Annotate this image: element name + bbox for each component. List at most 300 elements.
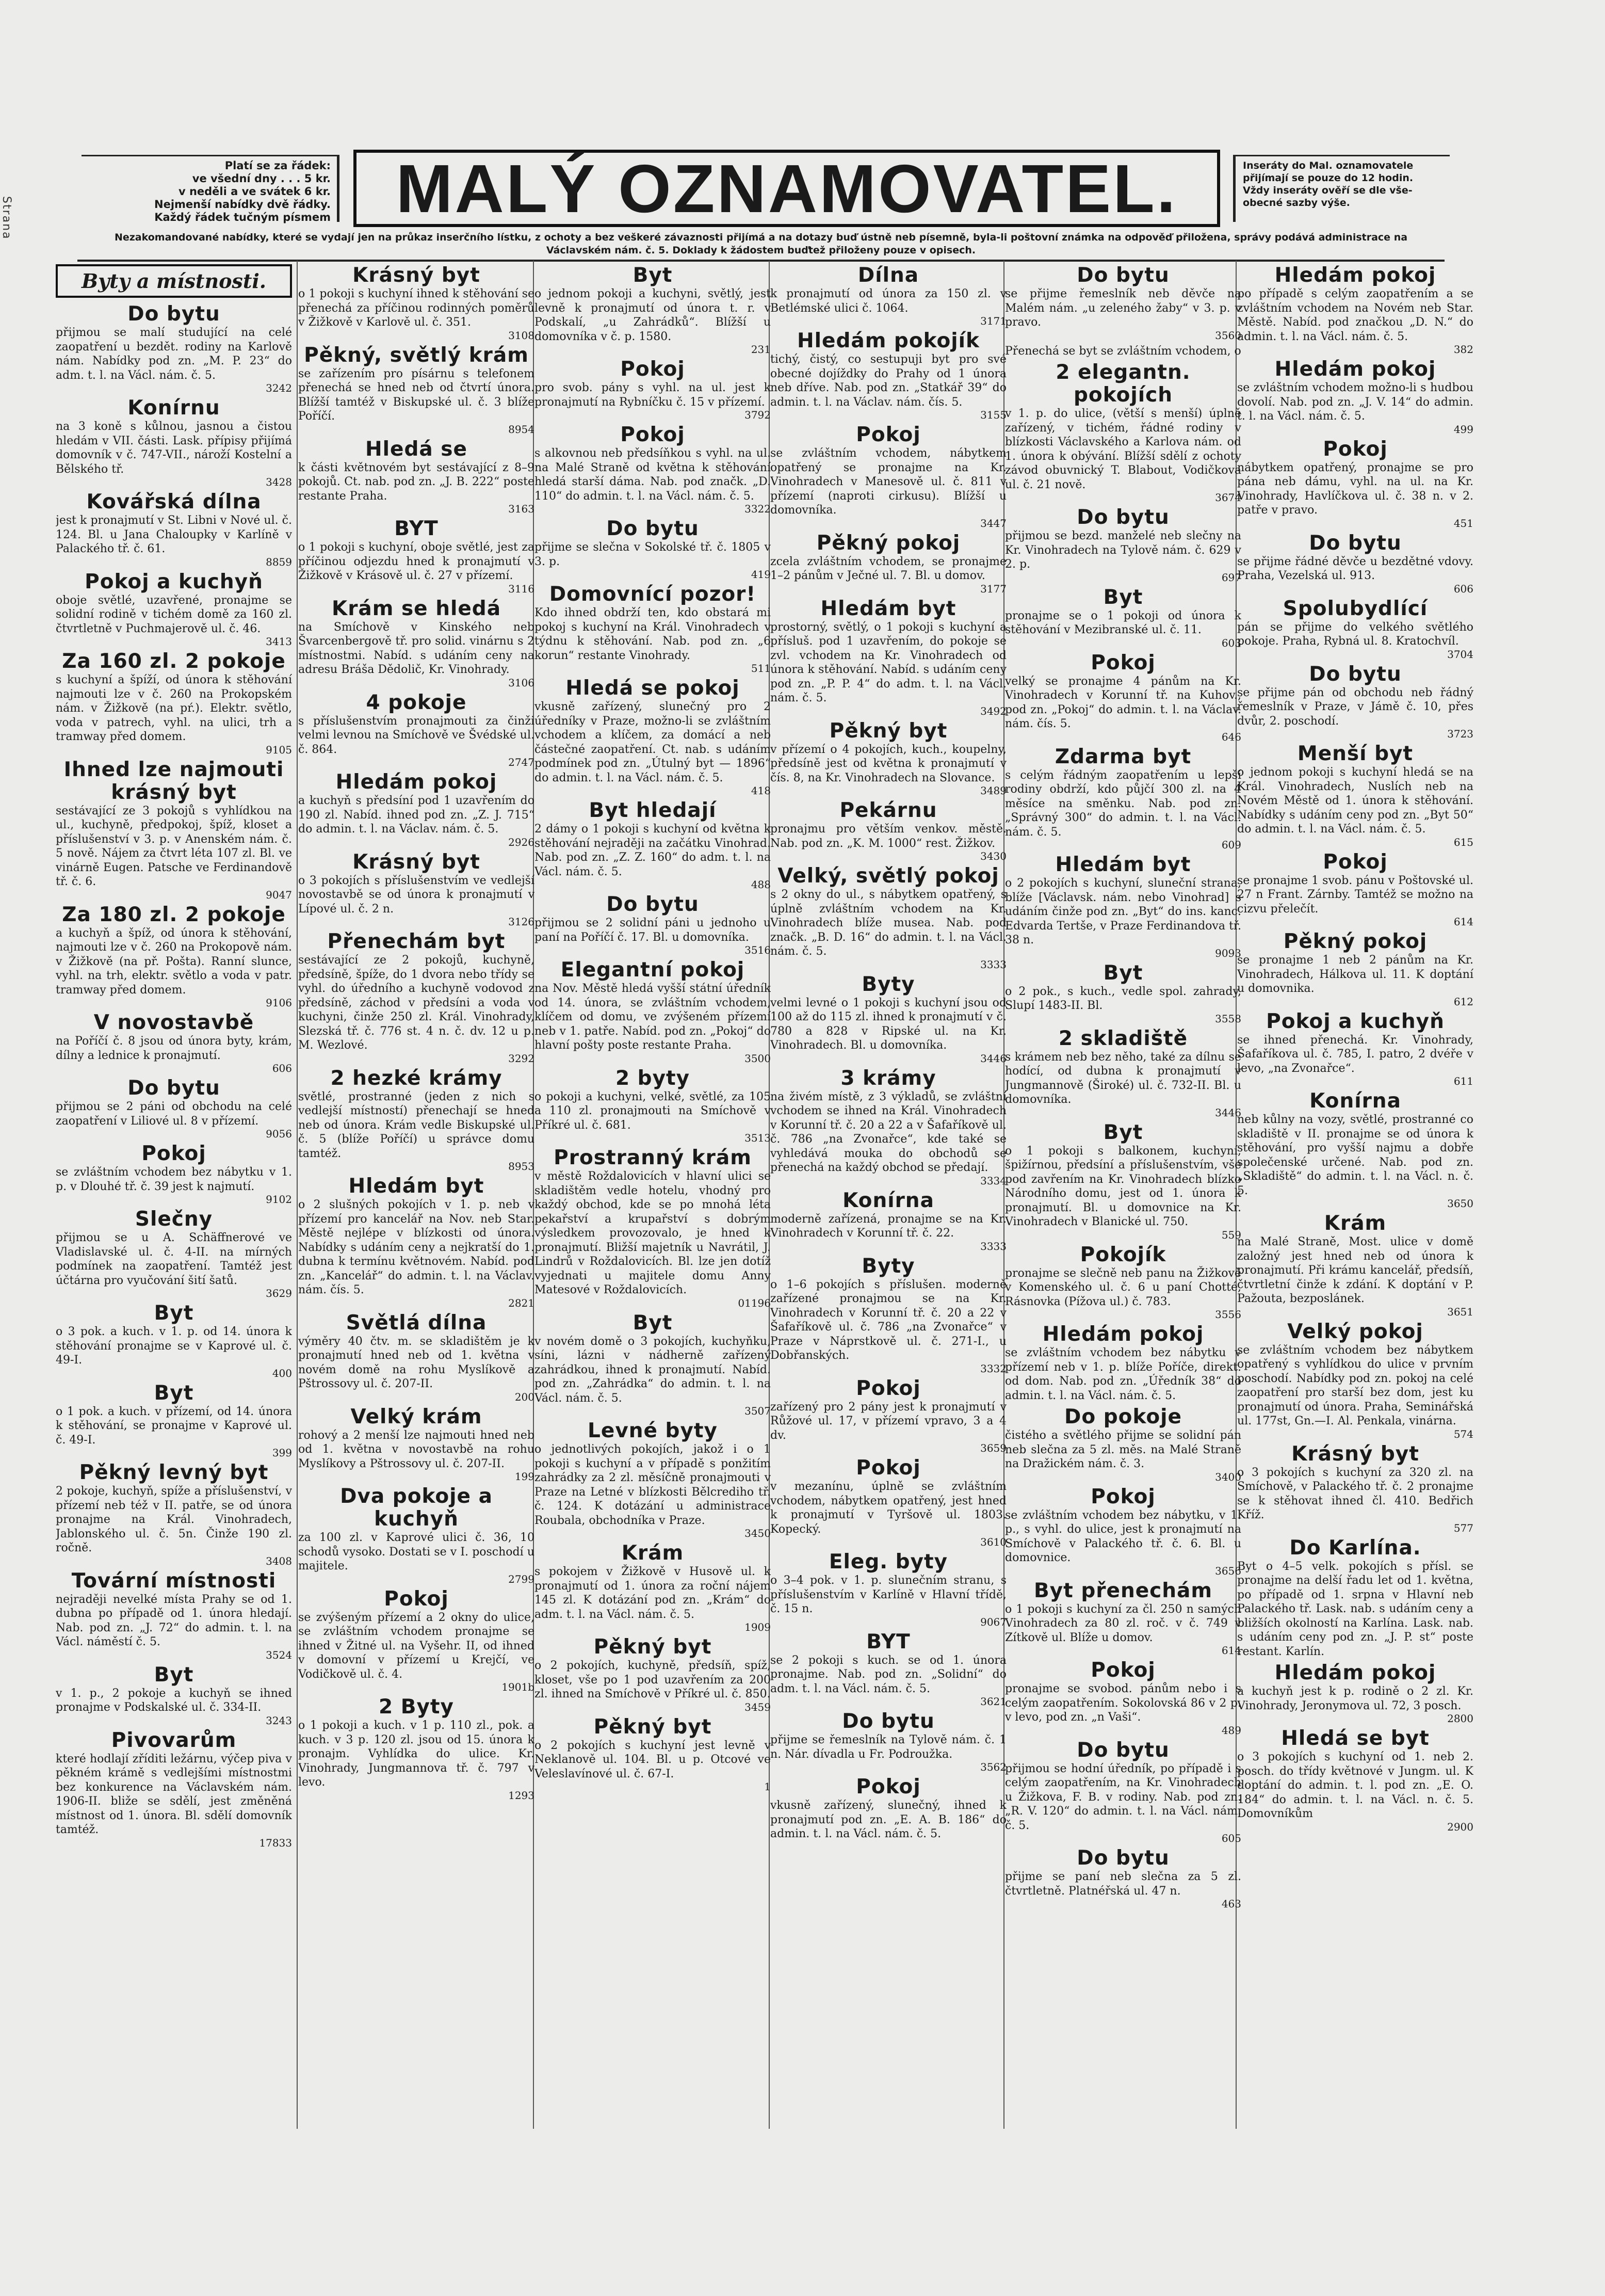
classified-ad bbox=[1005, 506, 1241, 583]
ad-code: 3459 bbox=[744, 1700, 771, 1713]
classified-ad bbox=[298, 771, 534, 848]
classified-ad bbox=[770, 1776, 1007, 1841]
ad-heading: Pěkný byt bbox=[593, 1715, 712, 1739]
ad-heading: Pěkný byt bbox=[829, 719, 948, 743]
ad-text bbox=[534, 1090, 771, 1144]
ad-body: v mezanínu, úplně se zvláštním vchodem, nábytkem opatřený, jest hned k pronajmutí v Tyršově ul. 1803. Kopecký. bbox=[770, 1480, 1007, 1536]
ad-text bbox=[56, 1687, 292, 1726]
ad-heading: Pokoj bbox=[141, 1142, 206, 1165]
ad-heading: Velký, světlý pokoj bbox=[777, 864, 999, 888]
ad-heading: Pokoj bbox=[1091, 1485, 1156, 1508]
top-rule bbox=[77, 260, 1445, 262]
ad-code: 3489 bbox=[980, 784, 1007, 797]
classified-ad bbox=[56, 1077, 292, 1139]
ad-text bbox=[770, 1799, 1007, 1841]
ad-body: výměry 40 čtv. m. se skladištěm je k pronajmutí hned neb od 1. května v novém domě na rohu Myslíkově a Pštrossovy ul. č. 207-II. bbox=[298, 1335, 534, 1390]
ad-text bbox=[534, 287, 771, 355]
ad-body: o 1 pokoji s kuchyní ihned k stěhování se přenechá za příčinou rodinných poměrů v Žižkově v Karlově ul. č. 351. bbox=[298, 287, 534, 329]
classified-ad bbox=[56, 904, 292, 1009]
ad-text bbox=[298, 620, 534, 688]
ad-code: 697 bbox=[1221, 571, 1241, 584]
ad-code: 3106 bbox=[508, 676, 534, 689]
classified-ad bbox=[298, 851, 534, 928]
classified-ad bbox=[56, 571, 292, 648]
ad-body: se zvláštním vchodem bez nábytku v 1. p. v Dlouhé tř. č. 39 jest k najmutí. bbox=[56, 1166, 292, 1193]
ad-text bbox=[534, 446, 771, 515]
ad-heading: Do bytu bbox=[1077, 506, 1170, 529]
classified-ad bbox=[1237, 438, 1473, 529]
ad-body: v 1. p., 2 pokoje a kuchyň se ihned pronajme v Podskalské ul. č. 334-II. bbox=[56, 1687, 292, 1714]
classified-ad bbox=[1005, 746, 1241, 851]
ad-heading: Byt bbox=[154, 1302, 194, 1325]
ad-heading: Pěkný levný byt bbox=[79, 1461, 269, 1484]
ad-heading: 4 pokoje bbox=[366, 691, 467, 714]
classified-ad bbox=[1005, 361, 1241, 503]
classified-ad bbox=[1237, 264, 1473, 355]
ad-text bbox=[1005, 1428, 1241, 1483]
ad-column-3 bbox=[534, 264, 771, 2132]
ad-heading: Byt bbox=[633, 1311, 673, 1335]
ad-body: se přijme řádné děvče u bezdětné vdovy. Praha, Vezelská ul. 913. bbox=[1237, 555, 1473, 582]
ad-body: pronajme se o 1 pokoji od února k stěhování v Mezibranské ul. č. 11. bbox=[1005, 609, 1241, 636]
ad-body: vkusně zařízený, slunečný pro 2 úředníky v Praze, možno-li se zvláštním vchodem a klíčem, za domácí a neb částečné zaopatření. Ct. nab. s udáním podmínek pod zn. „Útulný byt — 1896“ do admin. t. l. na Václ. nám. č. 5. bbox=[534, 700, 771, 784]
ad-text bbox=[534, 1335, 771, 1417]
ad-code: 2821 bbox=[508, 1296, 534, 1309]
classified-ad bbox=[534, 424, 771, 515]
ad-text bbox=[1237, 874, 1473, 928]
classified-ad bbox=[1005, 586, 1241, 649]
ad-heading: Ihned lze najmouti krásný byt bbox=[63, 758, 284, 804]
classified-ad bbox=[534, 677, 771, 796]
ad-code: 418 bbox=[751, 784, 771, 797]
classified-ad bbox=[1005, 1027, 1241, 1118]
ad-text bbox=[298, 714, 534, 768]
ad-text bbox=[298, 461, 534, 515]
ad-body: prostorný, světlý, o 1 pokoji s kuchyní a přísluš. pod 1 uzavřením, do pokoje se zvl. vchodem na Kr. Vinohradech od února k stěhování. Nabíd. s udáním ceny pod zn. „P. P. 4“ do adm. t. l. na Václ. nám. č. 5. bbox=[770, 620, 1007, 704]
ad-code: 1 bbox=[764, 1780, 771, 1793]
classified-ad bbox=[56, 1011, 292, 1074]
ad-heading: Hledám pokojík bbox=[797, 329, 980, 352]
ad-text bbox=[534, 1739, 771, 1793]
ad-code: 488 bbox=[751, 878, 771, 891]
classified-ad bbox=[534, 1067, 771, 1144]
ad-code: 611 bbox=[1453, 1075, 1473, 1087]
ad-heading: Do bytu bbox=[127, 302, 220, 326]
ad-text bbox=[1237, 555, 1473, 595]
ad-heading: Spolubydlící bbox=[1283, 597, 1428, 620]
ad-text bbox=[770, 555, 1007, 595]
ad-code: 8859 bbox=[266, 555, 292, 568]
ad-body: Kdo ihned obdrží ten, kdo obstará mi pokoj s kuchyní na Král. Vinohradech v týdnu k stěhování. Nab. pod zn. „6 korun“ restante Vinohrady. bbox=[534, 606, 771, 662]
ad-body: s alkovnou neb předsíňkou s vyhl. na ul. na Malé Straně od května k stěhování hledá starší dáma. Nab. pod značk. „D. 110“ do admin. t. l. na Václ. nám. č. 5. bbox=[534, 447, 771, 503]
ad-heading: Krám se hledá bbox=[331, 597, 501, 620]
ad-text bbox=[1237, 620, 1473, 660]
ad-body: se 2 pokoji s kuch. se od 1. února pronajme. Nab. pod zn. „Solidní“ do adm. t. l. na Václ. nám. č. 5. bbox=[770, 1653, 1007, 1695]
ad-body: a kuchyň jest k p. rodině o 2 zl. Kr. Vinohrady, Jeronymova ul. 72, 3 posch. bbox=[1237, 1685, 1473, 1712]
ad-code: 3177 bbox=[980, 582, 1007, 595]
ad-body: pán se přijme do velkého světlého pokoje. Praha, Rybná ul. 8. Kratochvíl. bbox=[1237, 620, 1473, 648]
ad-text bbox=[770, 287, 1007, 327]
ad-body: neb kůlny na vozy, světlé, prostranné co skladiště v II. pronajme se od února k stěhování, pro vyšší najmu a dobře společenské určené. Nab. pod zn. „Skladiště“ do admin. t. l. na Václ. n. č. 5. bbox=[1237, 1113, 1473, 1197]
classified-ad bbox=[1237, 1443, 1473, 1534]
ad-heading: BYT bbox=[394, 517, 439, 540]
ad-body: na Poříčí č. 8 jsou od února byty, krám, dílny a lednice k pronajmutí. bbox=[56, 1035, 292, 1062]
ad-code: 3243 bbox=[266, 1714, 292, 1727]
ad-code: 3562 bbox=[980, 1761, 1007, 1773]
masthead bbox=[72, 150, 1439, 227]
ad-code: 3413 bbox=[266, 635, 292, 648]
ad-text bbox=[1005, 675, 1241, 743]
ad-body: na Malé Straně, Most. ulice v domě založný jest hned neb od února k pronajmutí. Při krámu kancelář, předsíň, čtvrtletní činže k zdání. K doptání v P. Pažouta, bezposlánek. bbox=[1237, 1235, 1473, 1305]
ad-heading: Hledám pokoj bbox=[1274, 358, 1436, 381]
section-title: Byty a místnosti. bbox=[56, 264, 292, 298]
ad-code: 609 bbox=[1221, 839, 1241, 851]
ad-text bbox=[298, 953, 534, 1064]
ad-body: přijme se paní neb slečna za 5 zl. čtvrtletně. Platnéřská ul. 47 n. bbox=[1005, 1870, 1241, 1898]
ad-body: velmi levné o 1 pokoji s kuchyní jsou od 100 až do 115 zl. ihned k pronajmutí v č. 780 a 828 v Ripské ul. na Kr. Vinohradech. Bl. u domovníka. bbox=[770, 996, 1007, 1052]
classified-ad bbox=[534, 1147, 771, 1309]
ad-body: k části květnovém byt sestávající z 8–9 pokojů. Ct. nab. pod zn. „J. B. 222“ poste restante Praha. bbox=[298, 461, 534, 503]
classified-ad bbox=[770, 1551, 1007, 1628]
ad-heading: Dílna bbox=[857, 264, 919, 287]
classified-ad bbox=[56, 303, 292, 394]
ad-text bbox=[56, 1484, 292, 1567]
ad-code: 574 bbox=[1453, 1427, 1473, 1440]
ad-code: 9105 bbox=[266, 743, 292, 756]
ad-heading: Dva pokoje a kuchyň bbox=[340, 1485, 493, 1531]
ad-text bbox=[770, 1480, 1007, 1548]
ad-body: přijmou se bezd. manželé neb slečny na Kr. Vinohradech na Tylově nám. č. 629 v 2. p. bbox=[1005, 529, 1241, 571]
ad-heading: Do bytu bbox=[842, 1710, 935, 1733]
classified-ad bbox=[1005, 1580, 1241, 1657]
classified-ad bbox=[1005, 264, 1241, 341]
ad-text bbox=[298, 1428, 534, 1483]
ad-body: v městě Roždalovicích v hlavní ulici se skladištěm vedle hotelu, vhodný pro každý obchod, kde se po mnohá léta pekařství a krupařství s dobrým výsledkem provozovalo, je hned k pronajmutí. Bližší majetník u Navrátil, J. Lindrů v Roždalovicích. Bl. lze jen dotíž vyjednati u majitele domu Anny Matesové v Roždalovicích. bbox=[534, 1170, 771, 1296]
classified-ad bbox=[1237, 743, 1473, 848]
ad-heading: Za 180 zl. 2 pokoje bbox=[62, 903, 286, 926]
ad-heading: Pokoj bbox=[620, 358, 685, 381]
ad-code: 200 bbox=[514, 1390, 534, 1403]
ad-heading: Velký pokoj bbox=[1287, 1320, 1423, 1343]
ad-body: o pokoji a kuchyni, velké, světlé, za 105 a 110 zl. pronajmouti na Smíchově v Příkré ul. č. 681. bbox=[534, 1090, 771, 1132]
ad-body: se pronajme 1 svob. pánu v Poštovské ul. 27 n Frant. Zárnby. Tamtéž se možno na cizvu přelečít. bbox=[1237, 874, 1473, 916]
ad-code: 9056 bbox=[266, 1128, 292, 1140]
ad-body: o 1 pokoji s kuchyní za čl. 250 n samých Vinohradech za 80 zl. roč. v č. 749 v Zítkově ul. Blíže u domov. bbox=[1005, 1602, 1241, 1644]
ad-body: se zvláštním vchodem, nábytkem opatřený se pronajme na Kr. Vinohradech v Manesově ul. č. 811 v přízemí (naproti cirkusu). Blížší u domovníka. bbox=[770, 447, 1007, 517]
ad-heading: V novostavbě bbox=[93, 1011, 254, 1034]
ad-heading: BYT bbox=[866, 1630, 911, 1653]
ad-code: 1293 bbox=[508, 1789, 534, 1802]
ad-body: na 3 koně s kůlnou, jasnou a čistou hledám v VII. části. Lask. přípisy přijímá domovník v č. 747-VII., nároží Kostelní a Bělského tř. bbox=[56, 420, 292, 476]
classified-ad bbox=[298, 692, 534, 768]
classified-ad bbox=[1005, 1659, 1241, 1736]
classified-ad bbox=[770, 720, 1007, 797]
ad-text bbox=[770, 352, 1007, 421]
ad-heading: Pokojík bbox=[1080, 1243, 1166, 1266]
ad-heading: Levné byty bbox=[588, 1419, 718, 1442]
ad-text bbox=[298, 794, 534, 848]
ad-code: 9047 bbox=[266, 888, 292, 901]
classified-ad bbox=[534, 1542, 771, 1633]
ad-body: světlé, prostranné (jeden z nich s vedlejší místností) přenechají se hned neb od února. Krám vedle Biskupské ul. č. 5 (blíže Poříčí) u správce domu tamtéž. bbox=[298, 1090, 534, 1160]
ad-text bbox=[298, 1531, 534, 1585]
ad-body: o jednom pokoji a kuchyni, světlý, jest levně k pronajmutí od února t. r. v Podskalí, „u Zahrádků“. Blížší u domovníka v č. p. 1580. bbox=[534, 287, 771, 343]
classified-ad bbox=[1005, 1244, 1241, 1321]
ad-code: 559 bbox=[1221, 1228, 1241, 1241]
ad-heading: Přenechám byt bbox=[327, 930, 506, 953]
ad-text bbox=[770, 1400, 1007, 1454]
ad-heading: Do bytu bbox=[1077, 1847, 1170, 1870]
ad-text bbox=[298, 874, 534, 928]
ad-heading: Pěkný byt bbox=[593, 1635, 712, 1659]
ad-heading: Velký krám bbox=[350, 1405, 482, 1428]
ad-body: v 1. p. do ulice, (větší s menší) úplně zařízený, v tichém, řádné rodiny v blízkosti Václavského a Karlova nám. od 1. února k obývání. Blížší sdělí z ochoty závod obuvnický T. Blabout, Vodičkova ul. č. 21 nově. bbox=[1005, 407, 1241, 491]
classified-ad bbox=[770, 532, 1007, 595]
ad-code: 399 bbox=[272, 1447, 292, 1459]
ad-text bbox=[1005, 1870, 1241, 1909]
classified-ad bbox=[1237, 532, 1473, 595]
ad-code: 8954 bbox=[508, 423, 534, 436]
ad-text bbox=[1005, 1050, 1241, 1118]
ad-heading: Do bytu bbox=[127, 1077, 220, 1100]
ad-body: sestávající ze 2 pokojů, kuchyně, předsíně, špíže, do 1 dvora nebo třídy se vyhl. do úředního a kuchyně vodovod z předsíně, záchod v předsíni a voda v kuchyni, činže 250 zl. Král. Vinohrady, Slezská tř. č. 776 st. 4 n. č. dv. 12 u p. M. Wezlové. bbox=[298, 954, 534, 1052]
ad-body: se zvláštním vchodem bez nábytkem opatřený s vyhlídkou do ulice v prvním poschodí. Nabídky pod zn. pokoj na celé zaopatření pro starší bez dom, jest ku pronajmutí od února. Praha, Seminářská ul. 177st, Gn.—I. Al. Penkala, vinárna. bbox=[1237, 1343, 1473, 1427]
ad-heading: Pivovarům bbox=[111, 1728, 237, 1752]
ad-text bbox=[1005, 1508, 1241, 1577]
ad-heading: Do bytu bbox=[1077, 264, 1170, 287]
ad-text bbox=[770, 446, 1007, 529]
ad-code: 3116 bbox=[508, 582, 534, 595]
ad-text bbox=[534, 606, 771, 674]
page-title: MALÝ OZNAMOVATEL. bbox=[353, 150, 1220, 227]
ad-code: 3332 bbox=[980, 1362, 1007, 1375]
ad-text bbox=[1237, 461, 1473, 529]
ad-text bbox=[56, 1034, 292, 1074]
classified-ad bbox=[534, 959, 771, 1064]
classified-ad bbox=[298, 1175, 534, 1309]
ad-code: 199 bbox=[514, 1470, 534, 1483]
ad-heading: Za 160 zl. 2 pokoje bbox=[62, 650, 286, 673]
ad-text bbox=[56, 1593, 292, 1661]
ad-heading: Pokoj bbox=[856, 1376, 921, 1400]
classified-ad bbox=[1005, 344, 1241, 359]
ad-text bbox=[298, 367, 534, 435]
edge-text: Strana bbox=[0, 196, 13, 240]
ad-text bbox=[1237, 1466, 1473, 1534]
ad-heading: Pokoj bbox=[620, 423, 685, 446]
ad-code: 3428 bbox=[266, 476, 292, 488]
ad-text bbox=[1237, 1684, 1473, 1724]
ad-code: 3430 bbox=[980, 850, 1007, 862]
ad-code: 3621 bbox=[980, 1695, 1007, 1708]
classified-ad bbox=[1005, 1486, 1241, 1577]
ad-code: 3126 bbox=[508, 916, 534, 928]
ad-text bbox=[1237, 686, 1473, 740]
ad-body: přijmou se 2 páni od obchodu na celé zaopatření v Liliové ul. 8 v přízemí. bbox=[56, 1100, 292, 1128]
classified-ad bbox=[298, 1312, 534, 1403]
ad-code: 1901b bbox=[501, 1681, 534, 1693]
ad-heading: 2 skladiště bbox=[1058, 1026, 1188, 1050]
ad-code: 577 bbox=[1453, 1521, 1473, 1534]
classified-ad bbox=[1237, 1727, 1473, 1833]
ad-text bbox=[1005, 1762, 1241, 1844]
ad-text bbox=[534, 700, 771, 796]
ad-text bbox=[56, 1405, 292, 1459]
ad-heading: Hledá se bbox=[365, 437, 467, 461]
classified-ad bbox=[770, 799, 1007, 862]
ad-code: 3492 bbox=[980, 704, 1007, 717]
ad-text bbox=[1005, 529, 1241, 583]
ad-heading: Hledám byt bbox=[1055, 853, 1191, 876]
ad-heading: Hledá se pokoj bbox=[565, 677, 740, 700]
ad-text bbox=[770, 1090, 1007, 1186]
classified-ad bbox=[56, 1729, 292, 1849]
classified-ad bbox=[298, 1067, 534, 1173]
classified-ad bbox=[298, 344, 534, 435]
ad-column-2 bbox=[298, 264, 534, 2132]
ad-heading: Byt bbox=[1103, 961, 1143, 985]
ad-heading: Pokoj bbox=[856, 1775, 921, 1799]
ad-body: o 1 pok. a kuch. v přízemí, od 14. února k stěhování, se pronajme v Kaprové ul. č. 49-I. bbox=[56, 1405, 292, 1447]
ad-code: 3446 bbox=[1215, 1106, 1241, 1119]
ad-code: 3723 bbox=[1447, 728, 1473, 740]
classified-ad bbox=[534, 518, 771, 580]
ad-text bbox=[770, 1278, 1007, 1374]
ad-code: 3408 bbox=[266, 1554, 292, 1567]
ad-text bbox=[1237, 1033, 1473, 1087]
insert-line: obecné sazby výše. bbox=[1243, 197, 1350, 208]
ad-text bbox=[56, 1100, 292, 1139]
ad-body: o 2 pokojích s kuchyní, sluneční strana, blíže [Václavsk. nám. nebo Vinohrad] s udáním činže pod zn. „Byt“ do ins. kanc. Edvarda Tertše, v Praze Ferdinandova tř. 38 n. bbox=[1005, 877, 1241, 946]
ad-body: o 1 pokoji s balkonem, kuchyní, špižírnou, předsíní a příslušenstvím, vše pod zavřením na Kr. Vinohradech blízko Národního domu, jest od 1. února k pronajmutí. Bl. u domovnice na Kr. Vinohradech v Blanické ul. 750. bbox=[1005, 1144, 1241, 1228]
ad-heading: Hledám pokoj bbox=[1042, 1323, 1204, 1346]
ad-heading: Tovární místnosti bbox=[71, 1569, 277, 1593]
ad-body: přijmou se malí studující na celé zaopatření u bezdět. rodiny na Karlově nám. Nabídky pod zn. „M. P. 23“ do adm. t. l. na Václ. nám. č. 5. bbox=[56, 326, 292, 382]
classified-ad bbox=[770, 973, 1007, 1064]
ad-heading: Konírna bbox=[842, 1189, 934, 1212]
ad-text bbox=[1237, 953, 1473, 1007]
classified-ad bbox=[534, 358, 771, 421]
ad-heading: Pokoj bbox=[1091, 651, 1156, 675]
ad-text bbox=[534, 1565, 771, 1633]
ad-text bbox=[1005, 985, 1241, 1024]
classified-ad bbox=[770, 330, 1007, 421]
ad-code: 3447 bbox=[980, 517, 1007, 529]
ad-code: 8953 bbox=[508, 1160, 534, 1173]
ad-text bbox=[770, 1212, 1007, 1252]
ad-text bbox=[770, 1574, 1007, 1628]
ad-body: Přenechá se byt se zvláštním vchodem, o bbox=[1005, 344, 1241, 358]
classified-ad bbox=[1005, 854, 1241, 959]
ad-heading: Hledá se byt bbox=[1281, 1727, 1430, 1750]
classified-ad bbox=[1237, 663, 1473, 740]
ad-code: 606 bbox=[1453, 582, 1473, 595]
classified-ad bbox=[56, 1382, 292, 1459]
ad-code: 615 bbox=[1453, 836, 1473, 848]
classified-ad bbox=[1237, 358, 1473, 435]
classified-ad bbox=[1005, 1406, 1241, 1483]
ad-code: 614 bbox=[1221, 1644, 1241, 1657]
ad-body: s celým řádným zaopatřením u lepší rodiny obdrží, kdo půjčí 300 zl. na 4 měsíce na směnku. Nab. pod zn. „Správný 300“ do admin. t. l. na Václ. nám. č. 5. bbox=[1005, 768, 1241, 839]
ad-body: o jednotlivých pokojích, jakož i o 1 pokoji s kuchyní a v případě s ponžitím zahrádky za 2 zl. měsíčně pronajmouti v Praze na Letné v blízkosti Bělcrediho tř. č. 124. K dotázání u administrace Roubala, obchodníka v Praze. bbox=[534, 1443, 771, 1527]
ad-body: které hodlají zříditi ležárnu, výčep piva v pěkném krámě s vedlejšími místnostmi bez konkurence na Václavském nám. 1906-II. bliže se sdělí, jest změněná místnost od 1. února. Bl. sdělí domovník tamtéž. bbox=[56, 1752, 292, 1836]
ad-code: 3650 bbox=[1447, 1197, 1473, 1210]
ad-text bbox=[770, 822, 1007, 862]
ad-body: o 3 pok. a kuch. v 1. p. od 14. února k stěhování pronajme se v Kaprové ul. č. 49-I. bbox=[56, 1325, 292, 1367]
ad-body: o 3 pokojích s příslušenstvím ve vedlejší novostavbě se od února k pronajmutí v Lípové ul. č. 2 n. bbox=[298, 874, 534, 916]
ad-code: 2747 bbox=[508, 756, 534, 768]
classified-ad bbox=[770, 1457, 1007, 1548]
ad-heading: Krásný byt bbox=[1291, 1442, 1419, 1466]
ad-code: 3500 bbox=[744, 1052, 771, 1065]
ad-text bbox=[298, 1090, 534, 1173]
ad-text bbox=[1005, 407, 1241, 503]
ad-text bbox=[1005, 1602, 1241, 1657]
ad-heading: 2 Byty bbox=[379, 1695, 454, 1719]
ad-code: 3792 bbox=[744, 409, 771, 421]
ad-body: jest k pronajmutí v St. Libni v Nové ul. č. 124. Bl. u Jana Chaloupky v Karlíně v Palackého tř. č. 61. bbox=[56, 514, 292, 555]
ad-code: 3155 bbox=[980, 409, 1007, 421]
ad-text bbox=[1005, 344, 1241, 359]
ad-heading: Pěkný pokoj bbox=[1283, 930, 1428, 953]
classified-ad bbox=[534, 893, 771, 956]
ad-body: Byt o 4–5 velk. pokojích s přísl. se pronajme na delší řadu let od 1. května, po případě od 1. srpna v Hlavní neb Palackého tř. Lask. nab. s udáním ceny a bližších okolností na Karlína. Lask. nab. s udáním ceny pod zn. „J. P. st“ poste restant. Karlín. bbox=[1237, 1560, 1473, 1658]
classified-ad bbox=[56, 1208, 292, 1299]
ad-text bbox=[1237, 1235, 1473, 1318]
classified-ad bbox=[298, 1696, 534, 1801]
ad-body: čistého a světlého přijme se solidní pán neb slečna za 5 zl. měs. na Malé Straně na Dražickém nám. č. 3. bbox=[1005, 1429, 1241, 1470]
ad-heading: Kovářská dílna bbox=[86, 490, 262, 513]
ad-heading: Krásný byt bbox=[352, 850, 480, 874]
ad-code: 612 bbox=[1453, 995, 1473, 1008]
ad-heading: 2 elegantn. pokojích bbox=[1056, 361, 1191, 407]
ad-body: o 3 pokojích s kuchyní za 320 zl. na Smíchově, v Palackého tř. č. 2 pronajme se k stěhovat ihned čl. 410. Bedřich Kříž. bbox=[1237, 1466, 1473, 1521]
classified-ad bbox=[770, 865, 1007, 970]
ad-heading: Konírnu bbox=[127, 396, 220, 420]
ad-code: 3292 bbox=[508, 1052, 534, 1065]
ad-heading: Byt hledají bbox=[589, 799, 717, 822]
ad-heading: Světlá dílna bbox=[346, 1311, 487, 1335]
ad-text bbox=[1237, 765, 1473, 848]
ad-heading: Do bytu bbox=[1309, 531, 1402, 555]
ad-text bbox=[1005, 768, 1241, 851]
classified-ad bbox=[1005, 1739, 1241, 1844]
classified-ad bbox=[56, 1462, 292, 1567]
ad-body: s kuchyní a špíží, od února k stěhování najmouti lze v č. 260 na Prokopském nám. v Žižkově (na pŕ.). Elektr. světlo, voda v patrech, vyhl. na ulici, trh a tramway před domem. bbox=[56, 673, 292, 743]
ad-heading: Byt bbox=[154, 1663, 194, 1687]
ad-text bbox=[56, 1325, 292, 1379]
ad-code: 2799 bbox=[508, 1572, 534, 1585]
ad-text bbox=[534, 1442, 771, 1539]
price-line: v neděli a ve svátek 6 kr. bbox=[178, 185, 331, 198]
ad-body: se zvláštním vchodem bez nábytku v přízemí neb v 1. p. blíže Poříče, direkt. od dom. Nab. pod zn. „Úředník 38“ do admin. t. l. na Václ. nám. č. 5. bbox=[1005, 1346, 1241, 1402]
classified-ad bbox=[56, 759, 292, 901]
ad-heading: Pokoj bbox=[1323, 437, 1388, 461]
insert-line: přijímají se pouze do 12 hodin. bbox=[1243, 172, 1414, 184]
ad-body: na Nov. Městě hledá vyšší státní úředník od 14. února, se zvláštním vchodem, klíčem od domu, ve zvýšeném přízemí neb v 1. patře. Nabíd. pod zn. „Pokoj“ do hlavní pošty poste restante Praha. bbox=[534, 982, 771, 1052]
ad-body: přijmou se 2 solidní páni u jednoho u paní na Poříčí č. 17. Bl. u domovníka. bbox=[534, 917, 771, 944]
ad-code: 3558 bbox=[1215, 1012, 1241, 1025]
ad-code: 603 bbox=[1221, 636, 1241, 649]
classified-ad bbox=[56, 1143, 292, 1205]
ad-body: přijme se slečna v Sokolské tř. č. 1805 v 3. p. bbox=[534, 541, 771, 568]
ad-text bbox=[1237, 1343, 1473, 1440]
ad-heading: 2 byty bbox=[615, 1066, 690, 1090]
ad-body: se pronajme 1 neb 2 pánům na Kr. Vinohradech, Hálkova ul. 11. K doptání u domovnika. bbox=[1237, 954, 1473, 995]
classified-ad bbox=[770, 1377, 1007, 1454]
ad-body: v novém domě o 3 pokojích, kuchyňku, síni, lázni v nádherně zařízený zahrádkou, ihned k pronajmutí. Nabíd. pod zn. „Zahrádka“ do admin. t. l. na Václ. nám. č. 5. bbox=[534, 1335, 771, 1405]
ad-heading: Slečny bbox=[135, 1208, 213, 1231]
